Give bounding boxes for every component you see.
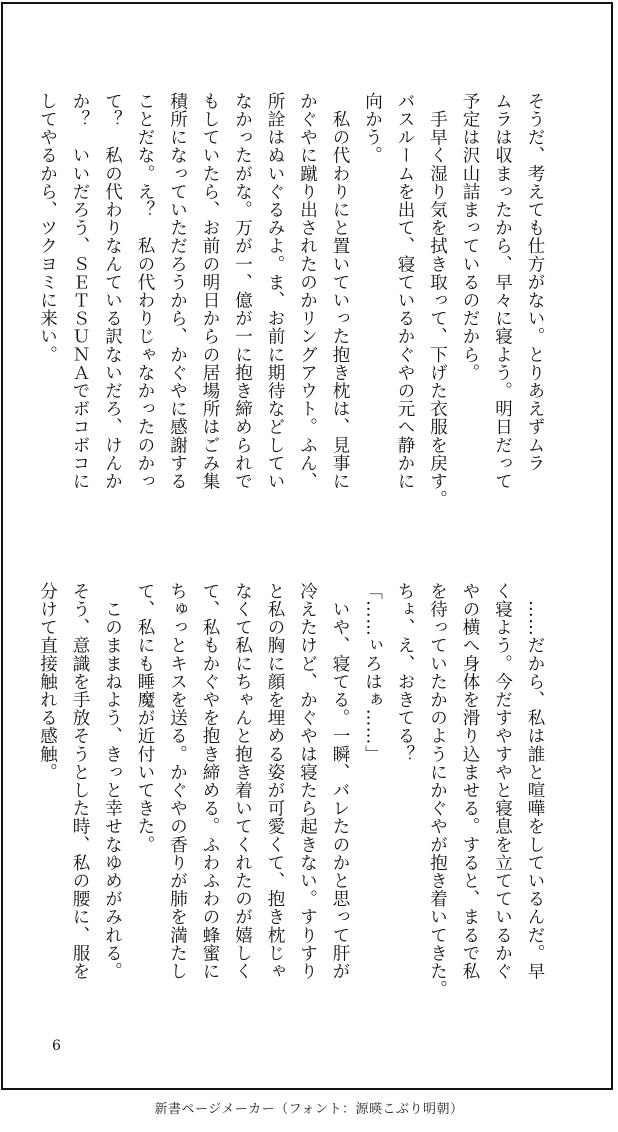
text-line: て？ 私の代わりなんている訳ないだろ、けんか <box>102 92 123 491</box>
text-line: してやるから、ツクヨミに来い。 <box>37 92 58 364</box>
footer-credit: 新書ページメーカー（フォント：源暎こぶり明朝） <box>154 1102 464 1117</box>
text-line: やの横へ身体を滑り込ませる。すると、まるで私 <box>460 582 480 981</box>
text-line: もしていたら、お前の明日からの居場所はごみ集 <box>200 92 220 491</box>
upper-text-block <box>31 92 551 562</box>
text-line: か？ いいだろう、ＳＥＴＳＵＮＡでボコボコに <box>70 92 90 491</box>
text-line: 「……ぃろはぁ……」 <box>362 582 383 763</box>
text-line: このままねよう、きっと幸せなゆめがみれる。 <box>102 582 123 981</box>
page-number: 6 <box>52 1038 61 1054</box>
text-line: 分けて直接触れる感触。 <box>37 582 58 782</box>
text-line: 予定は沢山詰まっているのだから。 <box>460 92 480 382</box>
text-line: を待っていたかのようにかぐやが抱き着いてきた。 <box>427 582 448 999</box>
text-line: そう、意識を手放そうとした時、私の腰に、服を <box>70 582 90 981</box>
text-line: なくて私にちゃんと抱き着いてくれたのが嬉しく <box>232 582 253 981</box>
text-line: ちょ、え、おきてる？ <box>395 582 415 763</box>
text-line: 私の代わりにと置いていった抱き枕は、見事に <box>330 92 350 491</box>
text-line: バスルームを出て、寝ているかぐやの元へ静かに <box>395 92 415 491</box>
text-line: 積所になっていただろうから、かぐやに感謝する <box>167 92 188 491</box>
text-line: く寝よう。今だすやすやと寝息を立てているかぐ <box>492 582 513 981</box>
text-line: て、私もかぐやを抱き締める。ふわふわの蜂蜜に <box>200 582 220 981</box>
text-line: なかったがな。万が一、億が一に抱き締められで <box>232 92 253 491</box>
text-line: ……だから、私は誰と喧嘩をしているんだ。早 <box>525 582 545 981</box>
text-line: 冷えたけど、かぐやは寝たら起きない。すりすり <box>297 582 318 981</box>
text-line: そうだ、考えても仕方がない。とりあえずムラ <box>525 92 545 473</box>
text-line: かぐやに蹴り出されたのかリングアウト。ふん、 <box>297 92 318 491</box>
text-line: ムラは収まったから、早々に寝よう。明日だって <box>492 92 513 491</box>
text-line: ちゅっとキスを送る。かぐやの香りが肺を満たし <box>167 582 188 981</box>
text-line: て、私にも睡魔が近付いてきた。 <box>135 582 155 854</box>
text-line: 向かう。 <box>362 92 383 165</box>
text-line: 手早く湿り気を拭き取って、下げた衣服を戻す。 <box>427 92 448 509</box>
text-line: と私の胸に顔を埋める姿が可愛くて、抱き枕じゃ <box>265 582 285 981</box>
text-line: 所詮はぬいぐるみよ。ま、お前に期待などしてい <box>265 92 285 491</box>
page-frame <box>1 2 613 1090</box>
text-line: いや、寝てる。一瞬、バレたのかと思って肝が <box>330 582 350 981</box>
lower-text-block <box>31 582 551 1012</box>
text-line: ことだな。え？ 私の代わりじゃなかったのかっ <box>135 92 155 491</box>
